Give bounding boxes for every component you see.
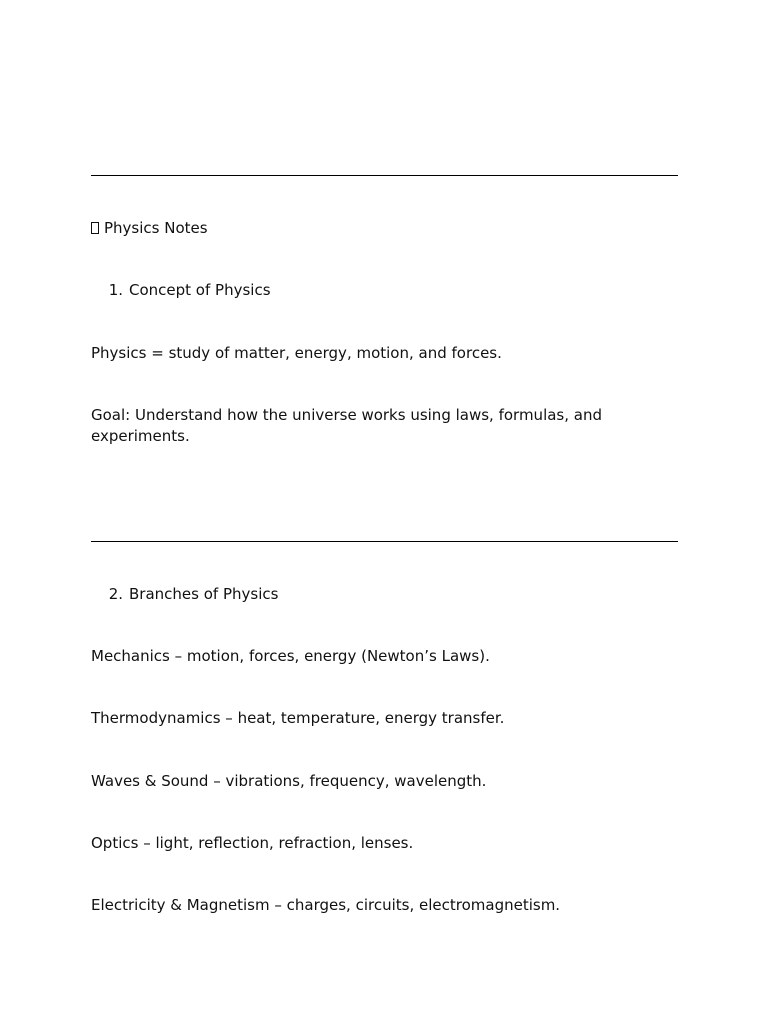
section-heading-text: Concept of Physics <box>129 281 271 299</box>
document-title <box>91 218 651 239</box>
missing-glyph-icon <box>91 222 99 234</box>
paragraph: Mechanics – motion, forces, energy (Newton’s Laws). <box>91 647 490 665</box>
paragraph: Thermodynamics – heat, temperature, energy transfer. <box>91 709 505 727</box>
section-heading-branches <box>91 584 278 605</box>
paragraph: Goal: Understand how the universe works using laws, formulas, and experiments. <box>91 406 602 445</box>
horizontal-rule <box>91 541 678 542</box>
section-heading-concept <box>91 280 271 301</box>
paragraph: Optics – light, reflection, refraction, lenses. <box>91 834 414 852</box>
list-number: 1. <box>108 281 123 299</box>
paragraph: Electricity & Magnetism – charges, circuits, electromagnetism. <box>91 896 561 914</box>
paragraph: Waves & Sound – vibrations, frequency, wavelength. <box>91 772 487 790</box>
paragraph: Physics = study of matter, energy, motion, and forces. <box>91 344 502 362</box>
section-heading-text: Branches of Physics <box>129 585 279 603</box>
list-number: 2. <box>108 585 123 603</box>
horizontal-rule <box>91 175 678 176</box>
document-title-text: Physics Notes <box>104 219 208 237</box>
